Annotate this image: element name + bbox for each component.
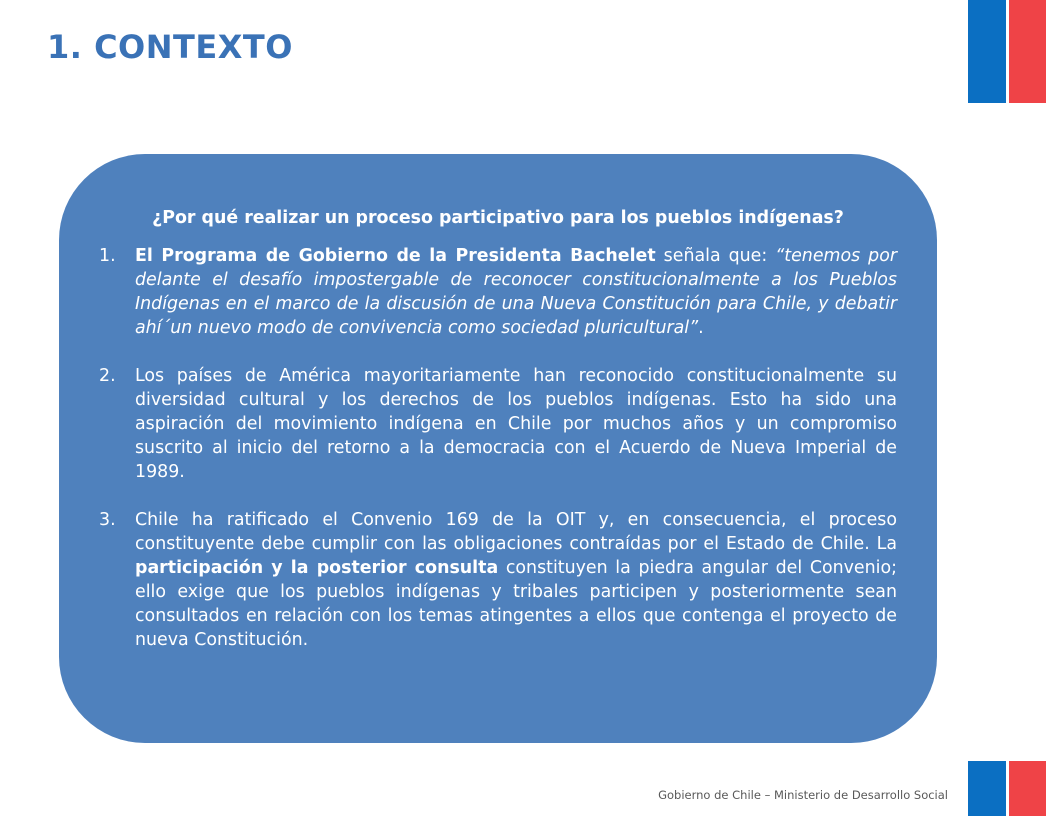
chile-flag-stripes-top xyxy=(968,0,1046,103)
item-text: Los países de América mayoritariamente han reconocido constitucionalmente su diversidad cultural y los derechos de los pueblos indígenas. Esto ha sido una aspiración del movimiento indígena en Chile por muchos años y un compromiso suscrito al inicio del retorno a la democracia con el Acuerdo de Nueva Imperial de 1989. xyxy=(135,366,897,482)
list-item xyxy=(99,364,897,484)
item-number: 3. xyxy=(99,510,116,530)
item-ending: . xyxy=(698,318,704,338)
item-bold-emphasis: participación y la posterior consulta xyxy=(135,558,499,578)
flag-red-stripe xyxy=(1009,0,1047,103)
chile-flag-stripes-bottom xyxy=(968,761,1046,816)
item-text: señala que: xyxy=(655,246,776,266)
item-quote: “tenemos por delante el desafío impostergable de reconocer constitucionalmente a los Pueblos Indígenas en el marco de la discusión de una Nueva Constitución para Chile, y debatir ahí´un nuevo modo de convivencia como sociedad pluricultural” xyxy=(135,246,897,338)
flag-blue-stripe xyxy=(968,761,1006,816)
points-list xyxy=(99,244,897,652)
flag-red-stripe xyxy=(1009,761,1047,816)
item-text: constituyen la piedra angular del Convenio; ello exige que los pueblos indígenas y tribales participen y posteriormente sean consultados en relación con los temas atingentes a ellos que contenga el proyecto de nueva Constitución. xyxy=(135,558,897,650)
panel-question: ¿Por qué realizar un proceso participativo para los pueblos indígenas? xyxy=(152,208,844,228)
list-item xyxy=(99,244,897,340)
item-bold-lead: El Programa de Gobierno de la Presidenta Bachelet xyxy=(135,246,656,266)
footer-text: Gobierno de Chile – Ministerio de Desarrollo Social xyxy=(658,788,948,802)
slide-title: 1. CONTEXTO xyxy=(47,28,293,66)
flag-blue-stripe xyxy=(968,0,1006,103)
item-number: 2. xyxy=(99,366,116,386)
item-text: Chile ha ratificado el Convenio 169 de la OIT y, en consecuencia, el proceso constituyente debe cumplir con las obligaciones contraídas por el Estado de Chile. La xyxy=(135,510,897,554)
list-item xyxy=(99,508,897,652)
content-panel xyxy=(59,154,937,743)
item-number: 1. xyxy=(99,246,116,266)
